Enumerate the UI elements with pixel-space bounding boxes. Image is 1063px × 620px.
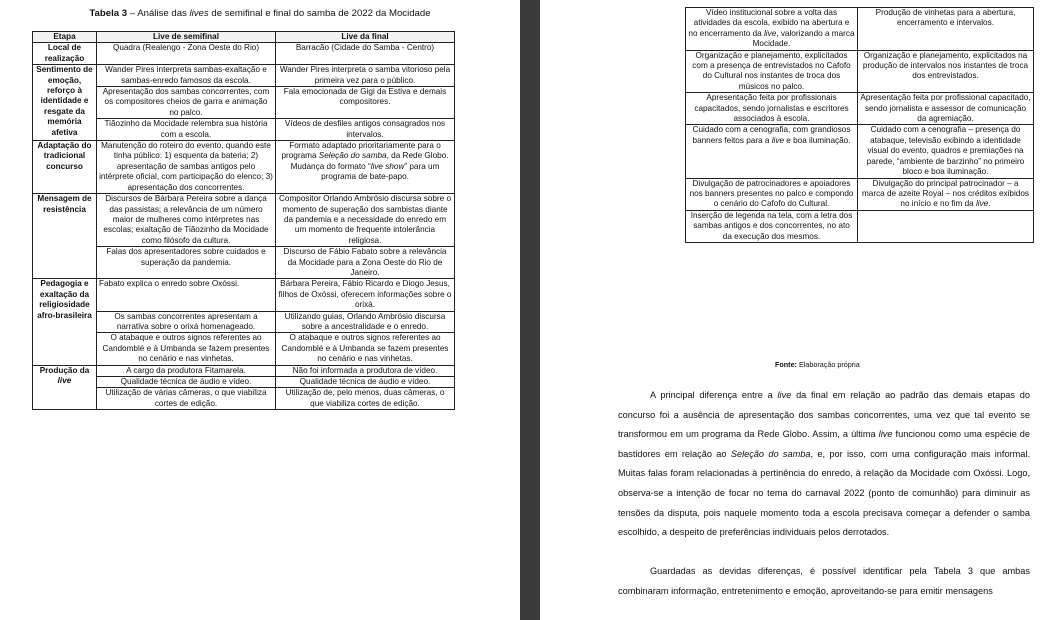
paragraph-italic: live: [878, 429, 893, 440]
final-cell: [858, 178, 1034, 210]
cell-italic: live: [771, 135, 785, 145]
table-row: [33, 65, 455, 87]
stage-cell: Sentimento de emoção, reforço à identidade e resgate da memória afetiva: [33, 65, 97, 141]
cell-italic: live show: [370, 161, 405, 171]
analysis-table: [32, 31, 455, 410]
table-row: [33, 365, 455, 376]
paragraph-text: da final em relação ao padrão das demais etapas do concurso foi a ausência de apresentação dos sambas concorrentes, uma vez que tal evento se transformou em um programa da Rede Globo. Assim, a última: [618, 390, 1030, 440]
stage-cell: Mensagem de resistência: [33, 194, 97, 279]
table-row: [33, 141, 455, 194]
cell-text: .: [988, 199, 991, 209]
table-row: [33, 377, 455, 388]
table-row: [686, 210, 1034, 242]
stage-cell: [33, 365, 97, 410]
analysis-table-continued: [685, 7, 1034, 243]
semifinal-cell: Utilização de várias câmeras, o que viabiliza cortes de edição.: [97, 388, 276, 410]
semifinal-cell: Manutenção do roteiro do evento, quando este tinha público: 1) esquenta da bateria; 2) apresentação de sambas antigos pelo intérprete oficial, com participação do elenco; 3) apresentação dos concorrentes.: [97, 141, 276, 194]
final-cell: Compositor Orlando Ambrósio discursa sobre o momento de superação dos sambistas diante da pandemia e a necessidade do enredo em um momento de frequente intolerância religiosa.: [276, 194, 455, 247]
table-row: [33, 279, 455, 311]
header-live-final: Live da final: [276, 32, 455, 43]
paragraph-text: funcionou como uma espécie de bastidores em relação ao: [618, 429, 1030, 459]
cell-text: e boa iluminação.: [784, 135, 851, 145]
table-row: [686, 125, 1034, 178]
cell-text: , da Rede Globo. Mudança do formato “: [290, 151, 449, 171]
cell-text: Cuidado com a cenografia, com grandiosos banners feitos para a: [692, 125, 851, 145]
semifinal-cell: Wander Pires interpreta sambas-exaltação e sambas-enredo famosos da escola.: [97, 65, 276, 87]
cell-italic: live: [57, 376, 72, 385]
body-paragraph: [618, 386, 1030, 543]
table-caption-italic: lives: [189, 8, 209, 19]
table-row: [33, 194, 455, 247]
final-cell: [858, 210, 1034, 242]
stage-cell: Adaptação do tradicional concurso: [33, 141, 97, 194]
table-row: [33, 247, 455, 279]
table-row: [686, 8, 1034, 51]
table-row: [33, 119, 455, 141]
table-row: [33, 43, 455, 65]
final-cell: Barracão (Cidade do Samba - Centro): [276, 43, 455, 65]
body-paragraph: Guardadas as devidas diferenças, é possível identificar pela Tabela 3 que ambas combinaram informação, entretenimento e emoção, aproveitando-se para emitir mensagens: [618, 566, 1030, 596]
semifinal-cell: O atabaque e outros signos referentes ao Candomblé e à Umbanda se fazem presentes no cenário e nas vinhetas.: [97, 333, 276, 365]
final-cell: Produção de vinhetas para a abertura, encerramento e intervalos.: [858, 8, 1034, 51]
paragraph-text: , e, por isso, com uma configuração mais informal. Muitas falas foram relacionadas à pertinência do enredo, à relação da Mocidade com Oxóssi. Logo, observa-se a intenção de focar no tema do carnaval 2022 (ponto de comunhão) para diminuir as tensões da disputa, pois naquele momento toda a escola precisava começar a defender o samba escolhido, a despeito de preferências individuais pelos derrotados.: [618, 448, 1030, 538]
cell-text: Divulgação do principal patrocinador – a marca de azeite Royal – nos créditos exibidos no início e no fim da: [861, 178, 1030, 209]
cell-text: Formato adaptado prioritariamente para o programa: [281, 141, 441, 161]
table-source: [775, 360, 860, 369]
cell-text: ” para um programa de bate-papo.: [321, 161, 440, 182]
source-text: Elaboração própria: [796, 360, 860, 369]
final-cell: Utilização de, pelo menos, duas câmeras, o que viabiliza cortes de edição.: [276, 388, 455, 410]
table-row: [33, 311, 455, 333]
table-row: [33, 87, 455, 119]
final-cell: O atabaque e outros signos referentes ao Candomblé e à Umbanda se fazem presentes no cenário e nas vinhetas.: [276, 333, 455, 365]
table-caption-text: – Análise das: [127, 8, 190, 19]
final-cell: Qualidade técnica de áudio e vídeo.: [276, 377, 455, 388]
cell-text: Produção da: [39, 365, 90, 375]
final-cell: Fala emocionada de Gigi da Estiva e demais compositores.: [276, 87, 455, 119]
stage-cell: Local de realização: [33, 43, 97, 65]
table-caption-number: Tabela 3: [89, 8, 128, 19]
final-cell: Cuidado com a cenografia – presença do atabaque, televisão exibindo a identidade visual do evento, quadros e premiações na parede, “ambiente de barzinho” no primeiro bloco e boa iluminação.: [858, 125, 1034, 178]
final-cell: Não foi informada a produtora de vídeo.: [276, 365, 455, 376]
table-row: [686, 178, 1034, 210]
final-cell: Discurso de Fábio Fabato sobre a relevância da Mocidade para a Zona Oeste do Rio de Janeiro.: [276, 247, 455, 279]
cell-text: , valorizando a marca Mocidade.: [752, 28, 855, 49]
semifinal-cell: Tiãozinho da Mocidade relembra sua história com a escola.: [97, 119, 276, 141]
page-gap: [520, 0, 540, 620]
final-cell: Organização e planejamento, explicitados na produção de intervalos nos instantes de troca dos entrevistados.: [858, 50, 1034, 93]
semifinal-cell: Apresentação feita por profissionais capacitados, sendo jornalistas e escritores associados à escola.: [686, 93, 858, 125]
final-cell: [276, 141, 455, 194]
semifinal-cell: Inserção de legenda na tela, com a letra dos sambas antigos e dos concorrentes, no ato da execução dos mesmos.: [686, 210, 858, 242]
table-row: [33, 388, 455, 410]
final-cell: Bárbara Pereira, Fábio Ricardo e Diogo Jesus, filhos de Oxóssi, oferecem informações sobre o orixá.: [276, 279, 455, 311]
semifinal-cell: [686, 8, 858, 51]
semifinal-cell: Os sambas concorrentes apresentam a narrativa sobre o orixá homenageado.: [97, 311, 276, 333]
paragraph-text: A principal diferença entre a: [650, 390, 778, 400]
table-row: [686, 50, 1034, 93]
document-page-left: [0, 0, 520, 620]
semifinal-cell: Divulgação de patrocinadores e apoiadores nos banners presentes no palco e compondo o cenário do Cafofo do Cultural.: [686, 178, 858, 210]
document-page-right: [540, 0, 1063, 620]
final-cell: Utilizando guias, Orlando Ambrósio discursa sobre a ancestralidade e o enredo.: [276, 311, 455, 333]
semifinal-cell: [686, 125, 858, 178]
table-header-row: [33, 32, 455, 43]
table-row: [33, 333, 455, 365]
source-label: Fonte:: [775, 360, 797, 369]
paragraph-italic: Seleção do samba: [730, 448, 811, 459]
stage-cell: Pedagogia e exaltação da religiosidade afro-brasileira: [33, 279, 97, 365]
semifinal-cell: Organização e planejamento, explicitados com a presença de entrevistados no Cafofo do Cultural nos instantes de troca dos músicos no palco.: [686, 50, 858, 93]
semifinal-cell: Fabato explica o enredo sobre Oxóssi.: [97, 279, 276, 311]
final-cell: Vídeos de desfiles antigos consagrados nos intervalos.: [276, 119, 455, 141]
semifinal-cell: Discursos de Bárbara Pereira sobre a dança das passistas; a relevância de um número maior de mulheres como intérpretes nas escolas; exaltação de Tiãozinho da Mocidade como filósofo da cultura.: [97, 194, 276, 247]
final-cell: Apresentação feita por profissional capacitado, sendo jornalista e assessor de comunicação da agremiação.: [858, 93, 1034, 125]
semifinal-cell: Falas dos apresentadores sobre cuidados e superação da pandemia.: [97, 247, 276, 279]
semifinal-cell: A cargo da produtora Fitamarela.: [97, 365, 276, 376]
table-caption-text-end: de semifinal e final do samba de 2022 da Mocidade: [208, 8, 431, 19]
final-cell: Wander Pires interpreta o samba vitorioso pela primeira vez para o público.: [276, 65, 455, 87]
semifinal-cell: Quadra (Realengo - Zona Oeste do Rio): [97, 43, 276, 65]
cell-text: Vídeo institucional sobre a volta das atividades da escola, exibido na abertura e no encerramento da: [688, 8, 850, 38]
cell-italic: live: [763, 28, 777, 38]
semifinal-cell: Qualidade técnica de áudio e vídeo.: [97, 377, 276, 388]
header-live-semifinal: Live de semifinal: [97, 32, 276, 43]
table-caption: [0, 8, 520, 19]
table-row: [686, 93, 1034, 125]
header-etapa: Etapa: [33, 32, 97, 43]
semifinal-cell: Apresentação dos sambas concorrentes, com os compositores cheios de garra e animação no palco.: [97, 87, 276, 119]
cell-italic: Seleção do samba: [318, 151, 387, 161]
cell-italic: live: [975, 199, 989, 209]
paragraph-italic: live: [777, 390, 792, 400]
